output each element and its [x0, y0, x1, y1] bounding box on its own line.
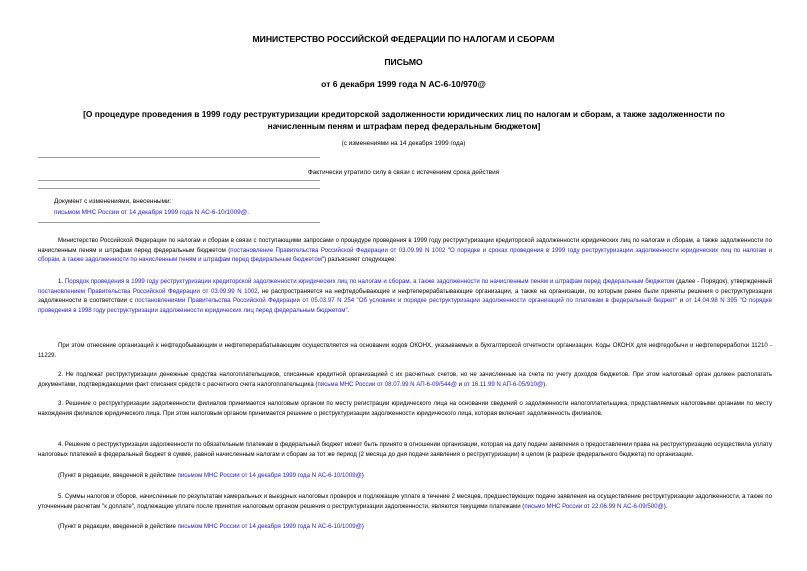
amendment-link-1[interactable]: письмом МНС России от 14 декабря 1999 года N АС-6-10/1009@ — [177, 472, 362, 479]
decree-1002-link[interactable]: постановление Правительства Российской Федерации от 03.09.99 N 1002 — [230, 246, 446, 254]
decree-254-link[interactable]: постановлениями Правительства Российской Федерации от 05.03.97 N 254 "Об условиях и порядке реструктуризации задолженности организаций по платежам в федеральный бюджет" — [134, 297, 678, 305]
paragraph-5-note: (Пункт в редакции, введенной в действие письмом МНС России от 14 декабря 1999 года N АС-6-10/1009@) — [58, 523, 364, 530]
doc-changes-label: Документ с изменениями, внесенными: — [54, 198, 172, 205]
paragraph-1b: При этом отнесение организаций к нефтедобывающим и нефтеперерабатывающим осуществляется на основании кодов ОКОНХ, указываемых в бухгалтерской отчетности организации. Коды ОКОНХ для нефтедобычи и нефтепереработки 11210 - 11229. — [38, 342, 772, 359]
doc-date-number: от 6 декабря 1999 года N АС-6-10/970@ — [321, 79, 486, 89]
ministry-heading: МИНИСТЕРСТВО РОССИЙСКОЙ ФЕДЕРАЦИИ ПО НАЛОГАМ И СБОРАМ — [252, 34, 555, 44]
letter-544-link[interactable]: письма МНС России от 08.07.99 N АП-6-09/544@ — [317, 380, 457, 388]
doc-changes-block: Документ с изменениями, внесенными: письмом МНС России от 14 декабря 1999 года N АС-6-10/1009@. — [54, 198, 249, 216]
letter-500-link[interactable]: письмо МНС России от 22.06.99 N АС-6-09/500@ — [524, 502, 664, 510]
amendment-link-2[interactable]: письмом МНС России от 14 декабря 1999 года N АС-6-10/1009@ — [177, 523, 362, 530]
decree-title-link[interactable]: О порядке и сроках проведения в 1999 году реструктуризации задолженности юридических лиц по налогам и сборам, а также задолженности по начисленным пеням и штрафам перед федеральным бюджетом — [38, 246, 773, 264]
procedure-link[interactable]: Порядок проведения в 1999 году реструктуризации кредиторской задолженности юридических лиц по налогам и сборам, а также задолженности по начисленным пеням и штрафам перед федеральным бюджетом — [64, 278, 675, 285]
paragraph-4: 4. Решение о реструктуризации задолженности по обязательным платежам в федеральный бюджет может быть принято в отношении организации, которая на дату подачи заявления о предоставлении права на реструктуризацию осуществила уплату налоговых платежей в федеральный бюджет в сумме, равной начисленным налогам и сборам за тот же период (2 месяца до дня подачи заявления о реструктуризации) в целом (в разрезе федерального бюджета) по организации. — [38, 441, 773, 458]
divider — [38, 188, 320, 189]
doc-changes-link[interactable]: письмом МНС России от 14 декабря 1999 года N АС-6-10/1009@ — [54, 209, 248, 216]
doc-subject: [О процедуре проведения в 1999 году реструктуризации кредиторской задолженности юридических лиц по налогам и сборам, а также задолженности по начисленным пеням и штрафам перед федеральным бюджетом] — [83, 109, 725, 131]
paragraph-1: 1. Порядок проведения в 1999 году реструктуризации кредиторской задолженности юридических лиц по налогам и сборам, а также задолженности по начисленным пеням и штрафам перед федеральным бюджетом (далее - Порядок), утвержденный постановлением Правительства Российской Федерации от 03.09.99 N 1002, не распространяется на нефтедобывающие и нефтеперерабатывающие организации, а также на организации, по которым ранее были приняты решения о реструктуризации задолженности в соответствии с постановлениями Правительства Российской Федерации от 05.03.97 N 254 "Об условиях и порядке реструктуризации задолженности организаций по платежам в федеральный бюджет" и от 14.04.98 N 395 "О порядке проведения в 1998 году реструктуризации задолженности юридических лиц перед федеральным бюджетом". — [38, 278, 772, 314]
doc-type-heading: ПИСЬМО — [384, 57, 423, 67]
changes-note: (с изменениями на 14 декабря 1999 года) — [341, 140, 466, 147]
divider — [38, 157, 320, 158]
paragraph-4-note: (Пункт в редакции, введенной в действие письмом МНС России от 14 декабря 1999 года N АС-6-10/1009@) — [58, 472, 364, 479]
divider — [38, 222, 320, 223]
paragraph-2: 2. Не подлежат реструктуризации денежные средства налогоплательщиков, списанные кредитной организацией с их расчетных счетов, но не зачисленные на счета по учету доходов бюджетов. При этом налоговый орган должен располагать документами, подтверждающими факт списания средств с расчетного счета налогоплательщика (письма МНС России от 08.07.99 N АП-6-09/544@ и от 16.11.99 N АП-6-05/910@). — [38, 371, 772, 388]
decree-1002-link-2[interactable]: постановлением Правительства Российской Федерации от 03.09.99 N 1002 — [38, 287, 258, 295]
paragraph-3: 3. Решение о реструктуризации задолженности филиалов принимается налоговым органом по месту регистрации юридического лица на основании сведений о задолженности налогоплательщика, представляемых налоговыми органами по месту нахождения филиалов юридического лица. При этом налоговым органом принимается решение о реструктуризации задолженности юридического лица, которая включает задолженность филиалов. — [38, 400, 772, 417]
lost-force-note: Фактически утратило силу в связи с истечением срока действия — [307, 169, 500, 176]
letter-910-link[interactable]: от 16.11.99 N АП-6-05/910@ — [463, 380, 544, 388]
divider — [38, 180, 320, 181]
paragraph-5: 5. Суммы налогов и сборов, начисленные по результатам камеральных и выездных налоговых проверок и подлежащие уплате в течение 2 месяцев, предшествующих подаче заявления на осуществление реструктуризации задолженности, а также по уточненным расчетам "к доплате", подлежащие уплате после принятия налоговым органом решения о реструктуризации задолженности, являются текущими платежами (письмо МНС России от 22.06.99 N АС-6-09/500@). — [38, 493, 772, 510]
intro-paragraph: Министерство Российской Федерации по налогам и сборам в связи с поступающими запросами о процедуре проведения в 1999 году реструктуризации кредиторской задолженности юридических лиц по налогам и сборам, а также задолженности по начисленным пеням и штрафам перед федеральным бюджетом (постановление Правительства Российской Федерации от 03.09.99 N 1002 "О порядке и сроках проведения в 1999 году реструктуризации задолженности юридических лиц по налогам и сборам, а также задолженности по начисленным пеням и штрафам перед федеральным бюджетом") разъясняет следующее: — [38, 237, 773, 264]
decree-395-link[interactable]: от 14.04.98 N 395 "О порядке проведения в 1998 году реструктуризации задолженности юридических лиц перед федеральным бюджетом" — [38, 297, 772, 314]
